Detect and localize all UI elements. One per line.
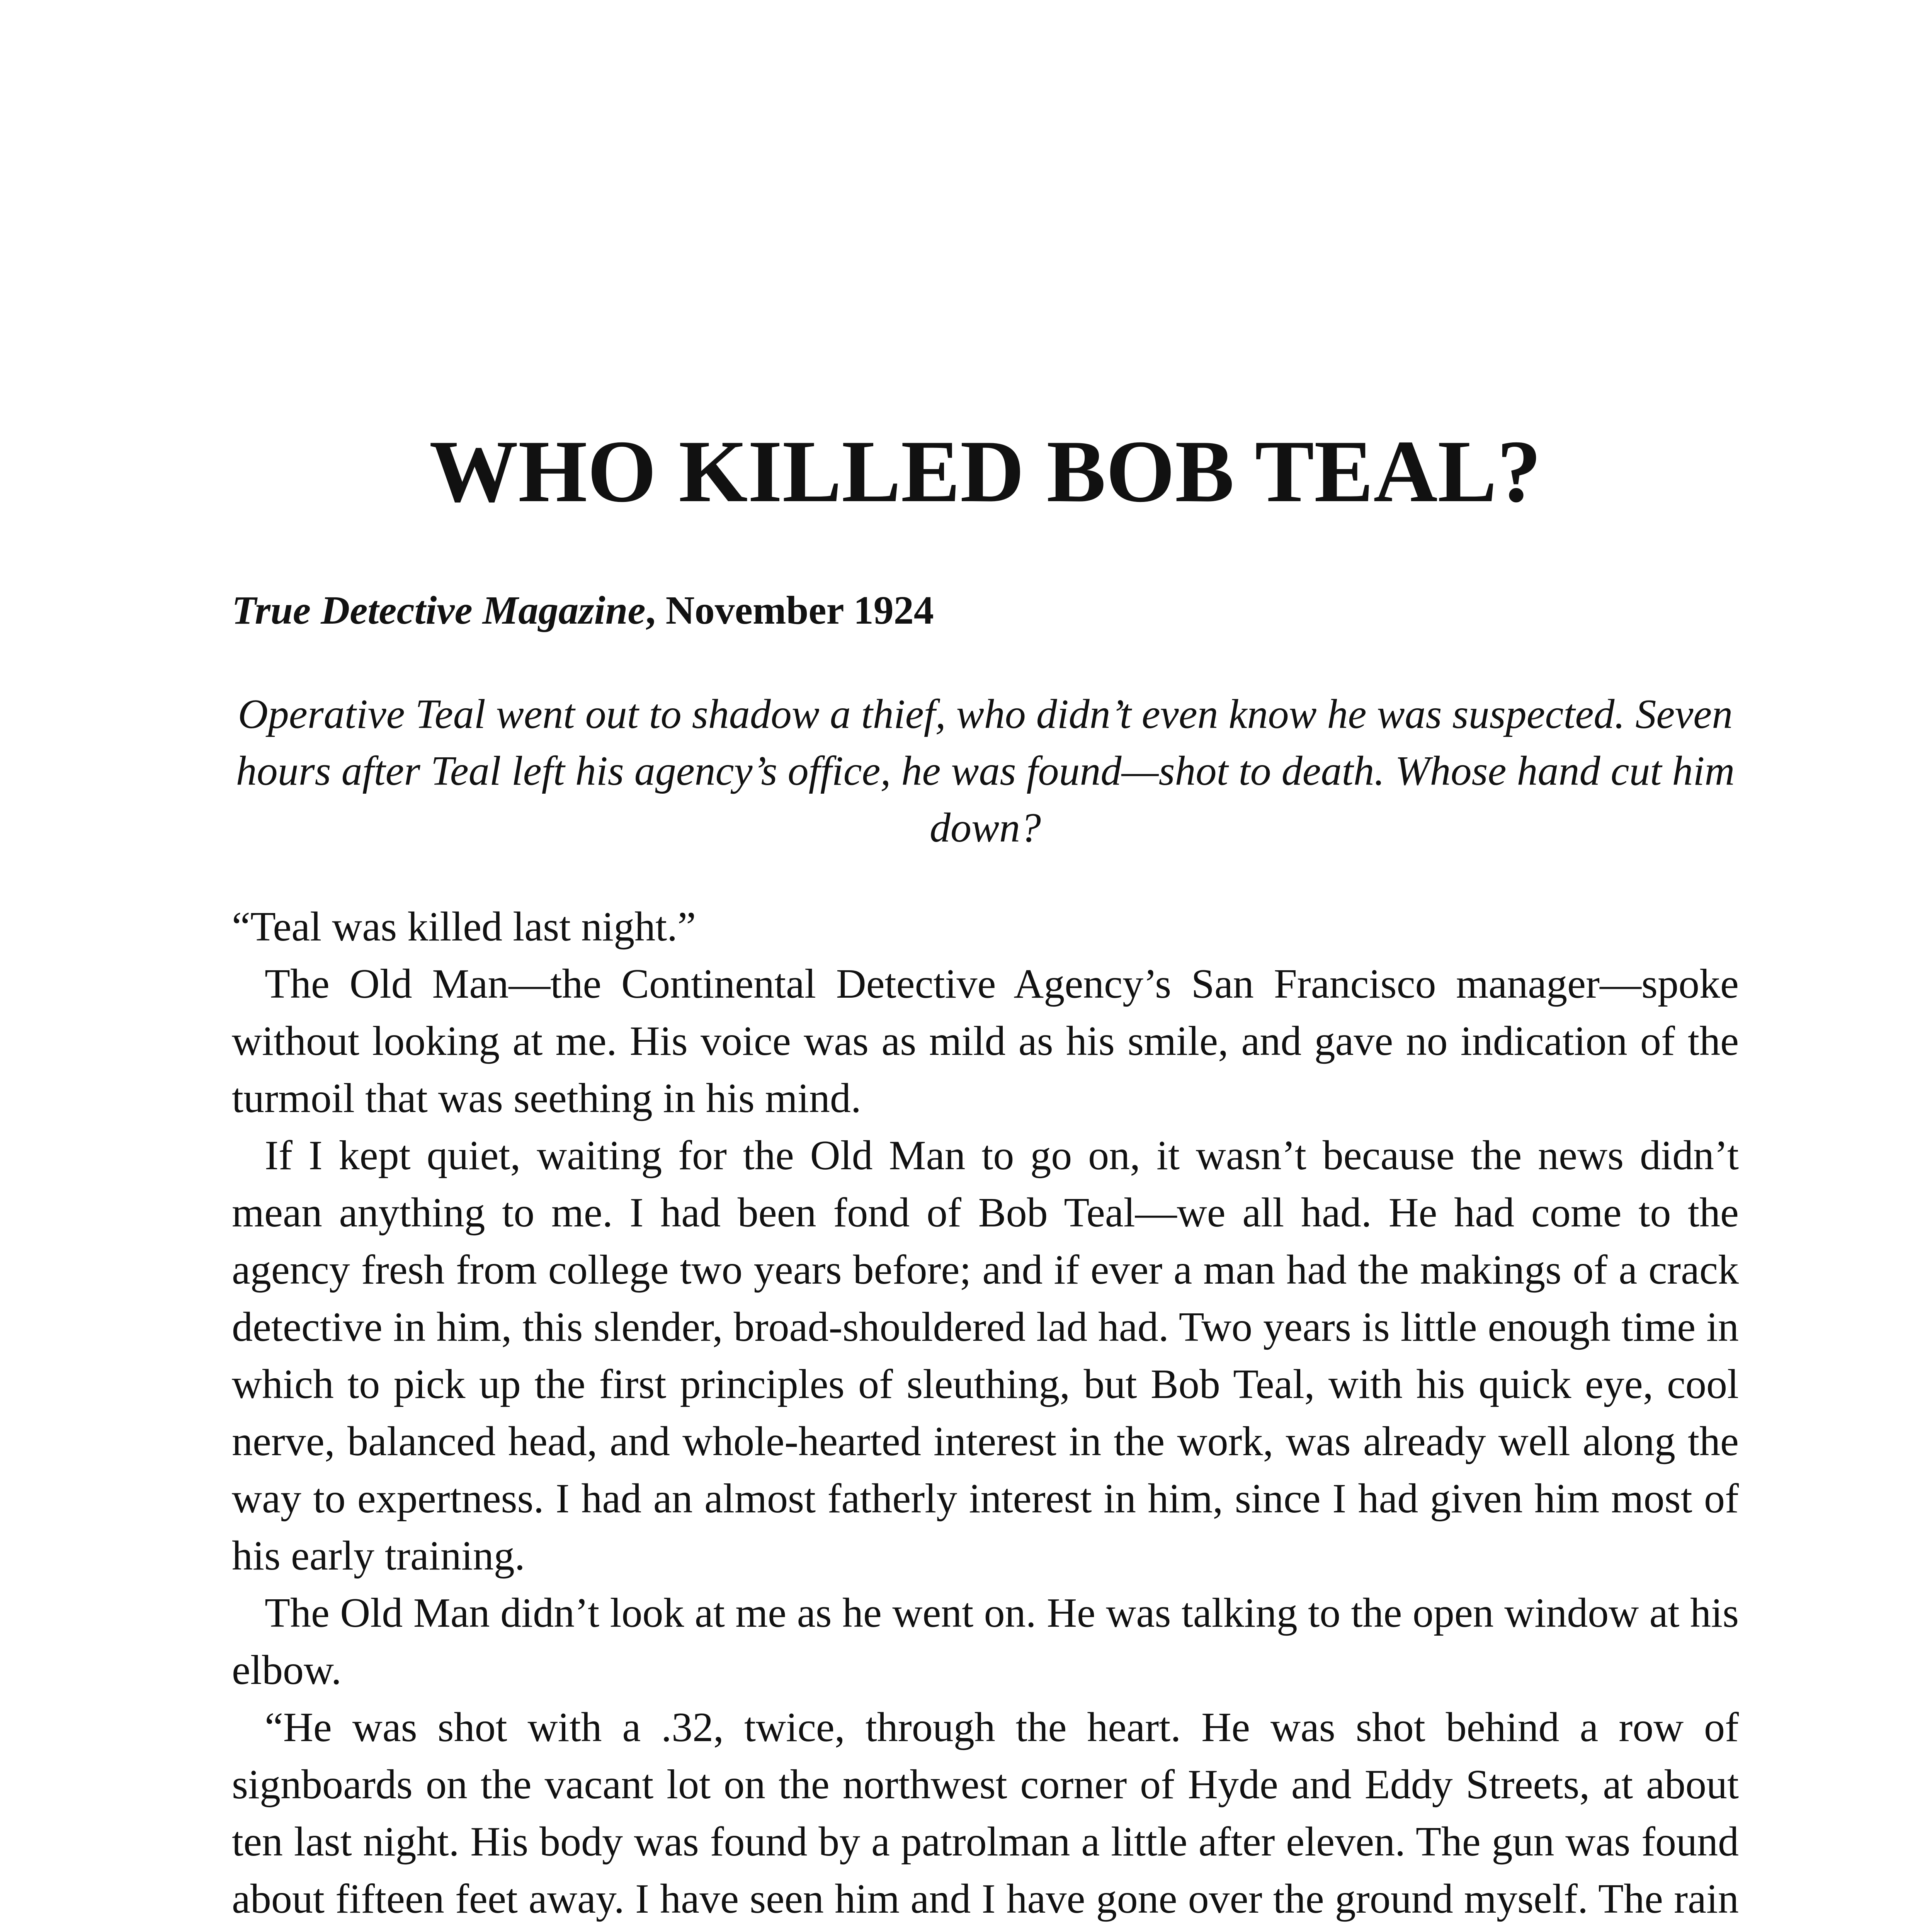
magazine-name: True Detective Magazine: [232, 588, 646, 633]
paragraph: The Old Man didn’t look at me as he went on. He was talking to the open window at his elbow.: [232, 1590, 1739, 1693]
paragraph: “He was shot with a .32, twice, through the heart. He was shot behind a row of signboards on the vacant lot on the northwest corner of Hyde and Eddy Streets, at about ten last night. His body was found by a patrolman a little after eleven. The gun was found about fifteen feet away. I have seen him and I have gone over the ground myself. The rain: [232, 1704, 1739, 1922]
story-title: WHO KILLED BOB TEAL?: [429, 422, 1541, 520]
paragraph: If I kept quiet, waiting for the Old Man to go on, it wasn’t because the news didn’t mean anything to me. I had been fond of Bob Teal—we all had. He had come to the agency fresh from college two years before; and if ever a man had the makings of a crack detective in him, this slender, broad-shouldered lad had. Two years is little enough time in which to pick up the first principles of sleuthing, but Bob Teal, with his quick eye, cool nerve, balanced head, and whole-hearted interest in the work, was already well along the way to expertness. I had an almost fatherly interest in him, since I had given him most of his early training.: [232, 1133, 1739, 1579]
publication-date: , November 1924: [645, 588, 934, 633]
paragraph: “Teal was killed last night.”: [232, 904, 696, 950]
publication-line: [232, 582, 1739, 639]
story-body: [232, 898, 1739, 1932]
paragraph: The Old Man—the Continental Detective Agency’s San Francisco manager—spoke without looking at me. His voice was as mild as his smile, and gave no indication of the turmoil that was seething in his mind.: [232, 961, 1739, 1121]
story-blurb: Operative Teal went out to shadow a thief, who didn’t even know he was suspected. Seven hours after Teal left his agency’s office, he was found—shot to death. Whose hand cut him down?: [236, 691, 1735, 851]
